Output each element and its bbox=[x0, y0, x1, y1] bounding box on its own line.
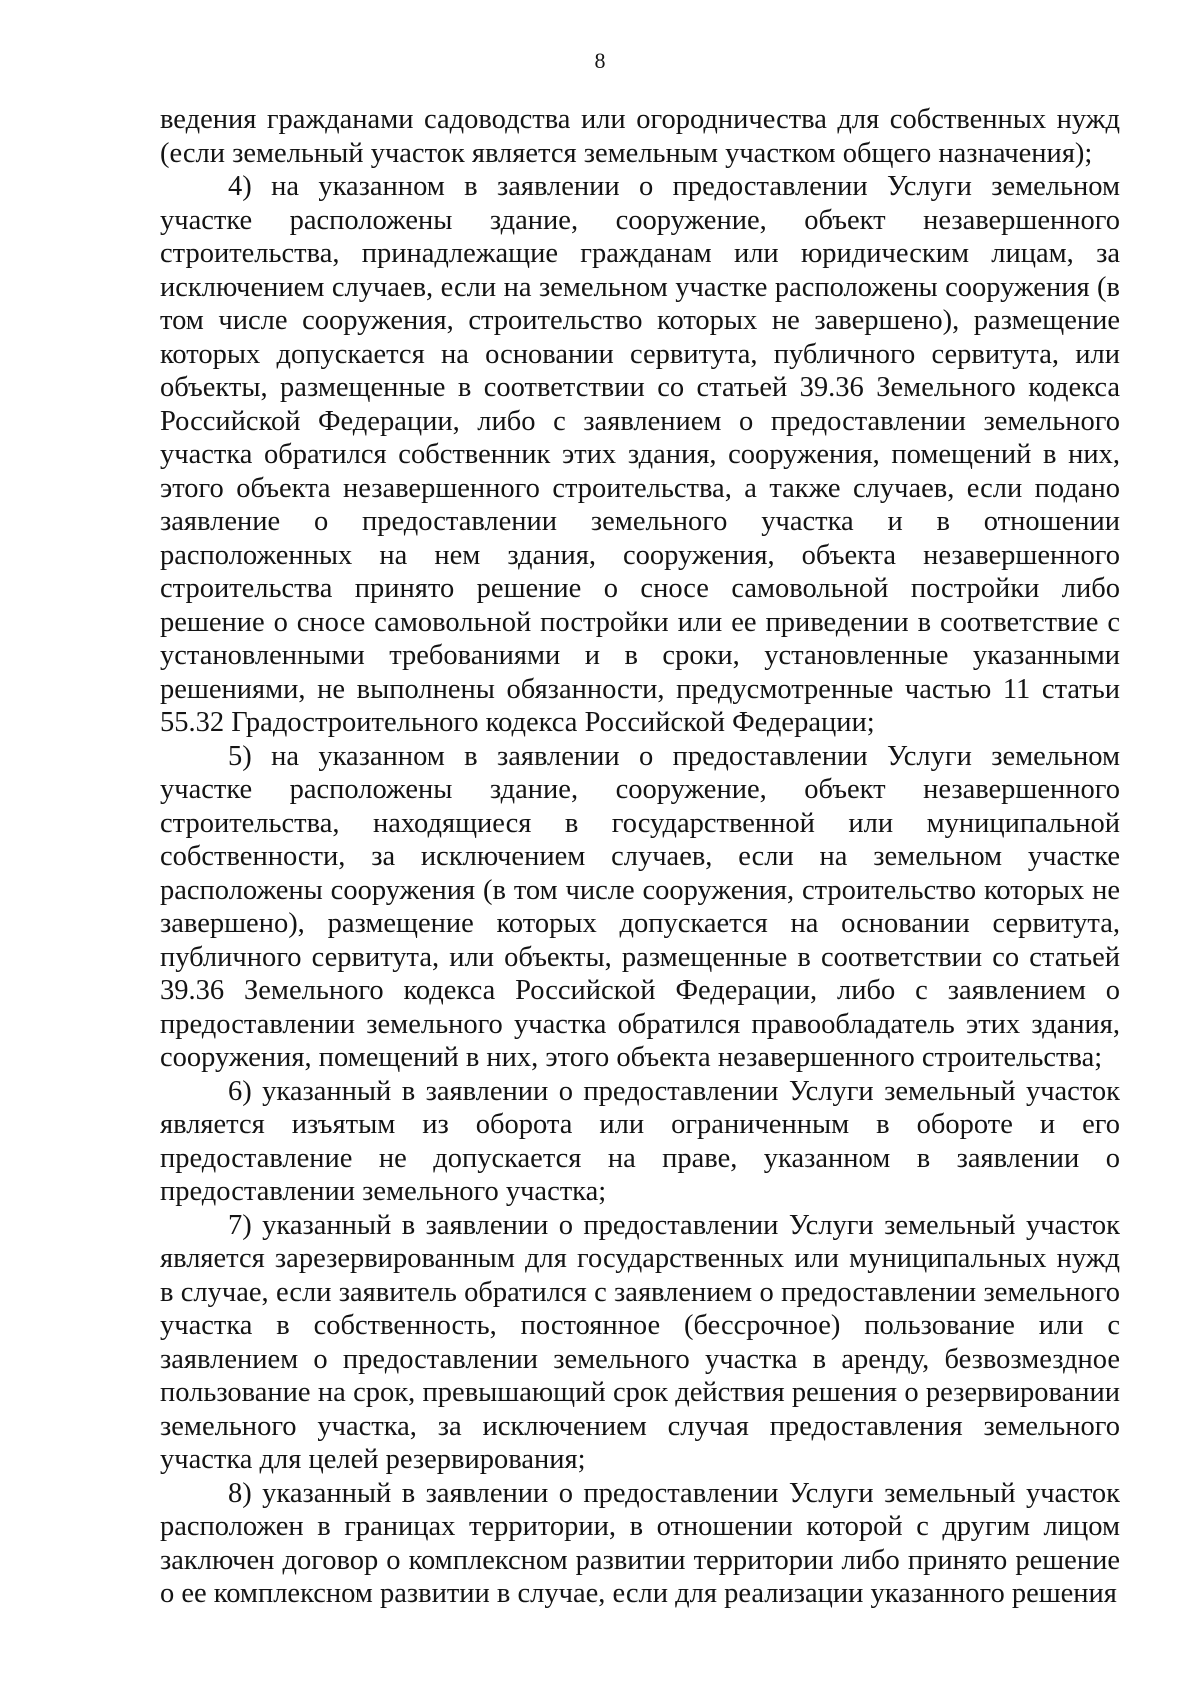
document-body bbox=[160, 103, 1120, 1611]
paragraph-item-7: 7) указанный в заявлении о предоставлении Услуги земельный участок является зарезервированным для государственных или муниципальных нужд в случае, если заявитель обратился с заявлением о предоставлении земельного участка в собственность, постоянное (бессрочное) пользование или с заявлением о предоставлении земельного участка в аренду, безвозмездное пользование на срок, превышающий срок действия решения о резервировании земельного участка, за исключением случая предоставления земельного участка для целей резервирования; bbox=[160, 1209, 1120, 1475]
paragraph-item-6: 6) указанный в заявлении о предоставлении Услуги земельный участок является изъятым из оборота или ограниченным в обороте и его предоставление не допускается на праве, указанном в заявлении о предоставлении земельного участка; bbox=[160, 1075, 1120, 1207]
paragraph-item-5: 5) на указанном в заявлении о предоставлении Услуги земельном участке расположены здание, сооружение, объект незавершенного строительства, находящиеся в государственной или муниципальной собственности, за исключением случаев, если на земельном участке расположены сооружения (в том числе сооружения, строительство которых не завершено), размещение которых допускается на основании сервитута, публичного сервитута, или объекты, размещенные в соответствии со статьей 39.36 Земельного кодекса Российской Федерации, либо с заявлением о предоставлении земельного участка обратился правообладатель этих здания, сооружения, помещений в них, этого объекта незавершенного строительства; bbox=[160, 740, 1120, 1073]
paragraph-item-4: 4) на указанном в заявлении о предоставлении Услуги земельном участке расположены здание, сооружение, объект незавершенного строительства, принадлежащие гражданам или юридическим лицам, за исключением случаев, если на земельном участке расположены сооружения (в том числе сооружения, строительство которых не завершено), размещение которых допускается на основании сервитута, публичного сервитута, или объекты, размещенные в соответствии со статьей 39.36 Земельного кодекса Российской Федерации, либо с заявлением о предоставлении земельного участка обратился собственник этих здания, сооружения, помещений в них, этого объекта незавершенного строительства, а также случаев, если подано заявление о предоставлении земельного участка и в отношении расположенных на нем здания, сооружения, объекта незавершенного строительства принято решение о сносе самовольной постройки либо решение о сносе самовольной постройки или ее приведении в соответствие с установленными требованиями и в сроки, установленные указанными решениями, не выполнены обязанности, предусмотренные частью 11 статьи 55.32 Градостроительного кодекса Российской Федерации; bbox=[160, 171, 1120, 738]
paragraph-item-8: 8) указанный в заявлении о предоставлении Услуги земельный участок расположен в границах территории, в отношении которой с другим лицом заключен договор о комплексном развитии территории либо принято решение о ее комплексном развитии в случае, если для реализации указанного решения bbox=[160, 1477, 1120, 1609]
paragraph-continuation: ведения гражданами садоводства или огородничества для собственных нужд (если земельный участок является земельным участком общего назначения); bbox=[160, 104, 1120, 169]
page-number: 8 bbox=[594, 48, 606, 73]
